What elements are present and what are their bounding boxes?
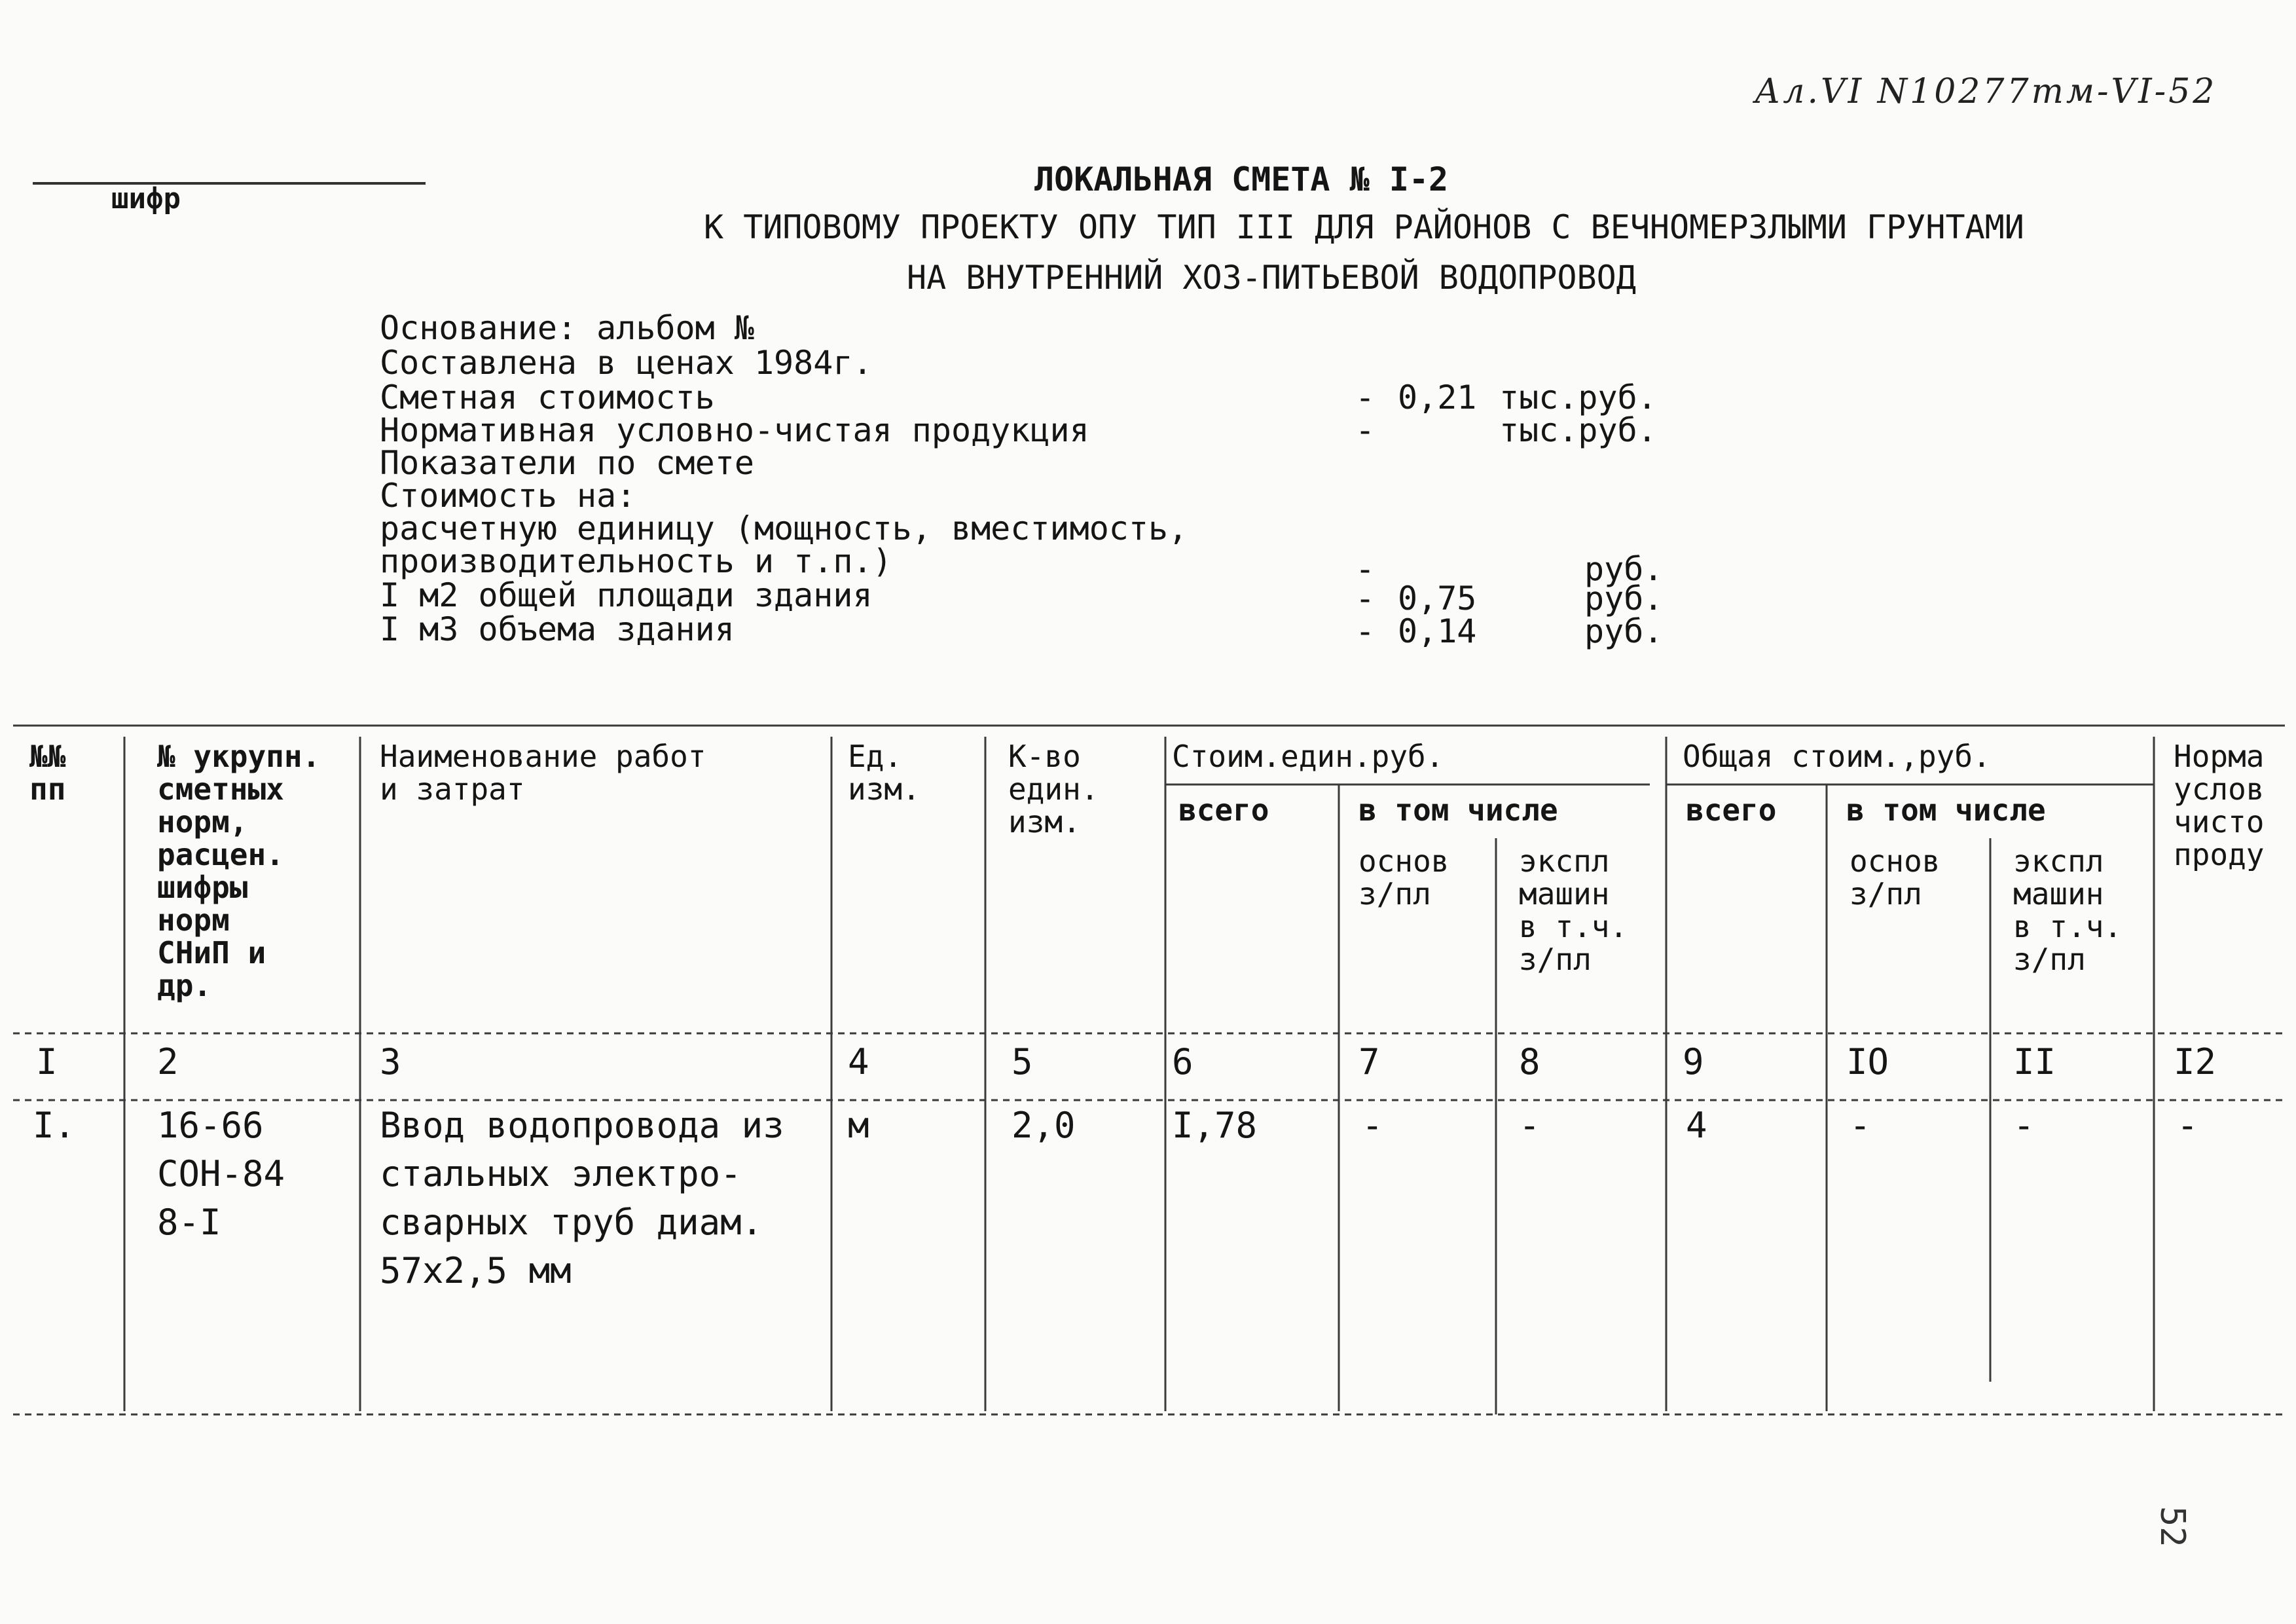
stamp-line — [33, 182, 426, 185]
column-number: 5 — [1011, 1041, 1033, 1082]
column-number: 9 — [1683, 1041, 1704, 1082]
document-title: ЛОКАЛЬНАЯ СМЕТА № I-2 — [1034, 160, 1449, 198]
header-unit-cost-machine: экспл машин в т.ч. з/пл — [1519, 843, 1628, 977]
row-total-cost-wage: - — [1850, 1105, 1871, 1146]
row-unit-cost-wage: - — [1362, 1105, 1383, 1146]
cost-value: 0,21 — [1398, 378, 1477, 416]
unit-line-2: производительность и т.п.) — [380, 542, 892, 580]
cost-dash: - — [1355, 378, 1376, 416]
column-number: 6 — [1172, 1041, 1194, 1082]
row-unit-cost-machine: - — [1519, 1105, 1540, 1146]
header-name: Наименование работ и затрат — [380, 739, 706, 807]
header-unit: Ед. изм. — [848, 739, 920, 807]
header-code: № укрупн. сметных норм, расцен. шифры норм СНиП и др. — [157, 739, 321, 1003]
indicators-label: Показатели по смете — [380, 444, 754, 482]
document-subtitle-2: НА ВНУТРЕННИЙ ХОЗ-ПИТЬЕВОЙ ВОДОПРОВОД — [907, 259, 1636, 297]
normative-dash: - — [1355, 411, 1376, 449]
column-number: 2 — [157, 1041, 179, 1082]
document-subtitle: К ТИПОВОМУ ПРОЕКТУ ОПУ ТИП III ДЛЯ РАЙОНОВ С ВЕЧНОМЕРЗЛЫМИ ГРУНТАМИ — [704, 208, 2024, 246]
handwritten-reference: Ал.VI N10277тм-VI-52 — [1755, 72, 2217, 111]
prices-line: Составлена в ценах 1984г. — [380, 344, 873, 382]
cost-label: Сметная стоимость — [380, 378, 715, 416]
header-total-cost-total: всего — [1686, 792, 1777, 828]
basis-line: Основание: альбом № — [380, 309, 754, 347]
normative-unit: тыс.руб. — [1499, 411, 1657, 449]
page-number: 52 — [2153, 1506, 2192, 1547]
column-number: 3 — [380, 1041, 401, 1082]
stamp-label: шифр — [111, 182, 181, 215]
cost-unit: тыс.руб. — [1499, 378, 1657, 416]
column-number: 8 — [1519, 1041, 1540, 1082]
row-code: 16-66 СОН-84 8-I — [157, 1105, 285, 1243]
header-total-cost-wage: основ з/пл — [1850, 843, 1941, 912]
m2-value: 0,75 — [1398, 580, 1477, 618]
header-total-cost-incl: в том числе — [1846, 792, 2046, 828]
row-total-cost-machine: - — [2013, 1105, 2035, 1146]
m3-label: I м3 объема здания — [380, 610, 735, 648]
row-unit-cost-total: I,78 — [1172, 1105, 1258, 1146]
row-normative: - — [2177, 1105, 2198, 1146]
header-quantity: К-во един. изм. — [1008, 739, 1099, 840]
header-total-cost-group: Общая стоим.,руб. — [1683, 739, 1991, 774]
header-unit-cost-group: Стоим.един.руб. — [1172, 739, 1444, 774]
row-quantity: 2,0 — [1011, 1105, 1076, 1146]
row-unit: м — [848, 1105, 869, 1146]
header-unit-cost-incl: в том числе — [1358, 792, 1558, 828]
m2-label: I м2 общей площади здания — [380, 576, 873, 614]
header-total-cost-machine: экспл машин в т.ч. з/пл — [2013, 843, 2123, 977]
m2-dash: - — [1355, 580, 1376, 618]
column-number: IO — [1846, 1041, 1889, 1082]
unit-dash: - — [1355, 550, 1376, 588]
cost-per-label: Стоимость на: — [380, 477, 636, 515]
column-number: I2 — [2174, 1041, 2217, 1082]
unit-unit: руб. — [1584, 550, 1664, 588]
header-normative: Норма услов чисто проду — [2174, 740, 2265, 871]
header-number: №№ пп — [29, 739, 66, 807]
column-number: II — [2013, 1041, 2056, 1082]
header-unit-cost-wage: основ з/пл — [1358, 843, 1449, 912]
row-number: I. — [33, 1105, 76, 1146]
column-number: 4 — [848, 1041, 869, 1082]
row-total-cost-total: 4 — [1686, 1105, 1707, 1146]
column-number: I — [36, 1041, 58, 1082]
row-name: Ввод водопровода из стальных электро- сварных труб диам. 57х2,5 мм — [380, 1105, 784, 1291]
unit-line-1: расчетную единицу (мощность, вместимость, — [380, 509, 1188, 547]
m2-unit: руб. — [1584, 580, 1664, 618]
normative-label: Нормативная условно-чистая продукция — [380, 411, 1089, 449]
m3-dash: - — [1355, 612, 1376, 650]
column-number: 7 — [1358, 1041, 1380, 1082]
m3-unit: руб. — [1584, 612, 1664, 650]
header-unit-cost-total: всего — [1178, 792, 1269, 828]
m3-value: 0,14 — [1398, 612, 1477, 650]
